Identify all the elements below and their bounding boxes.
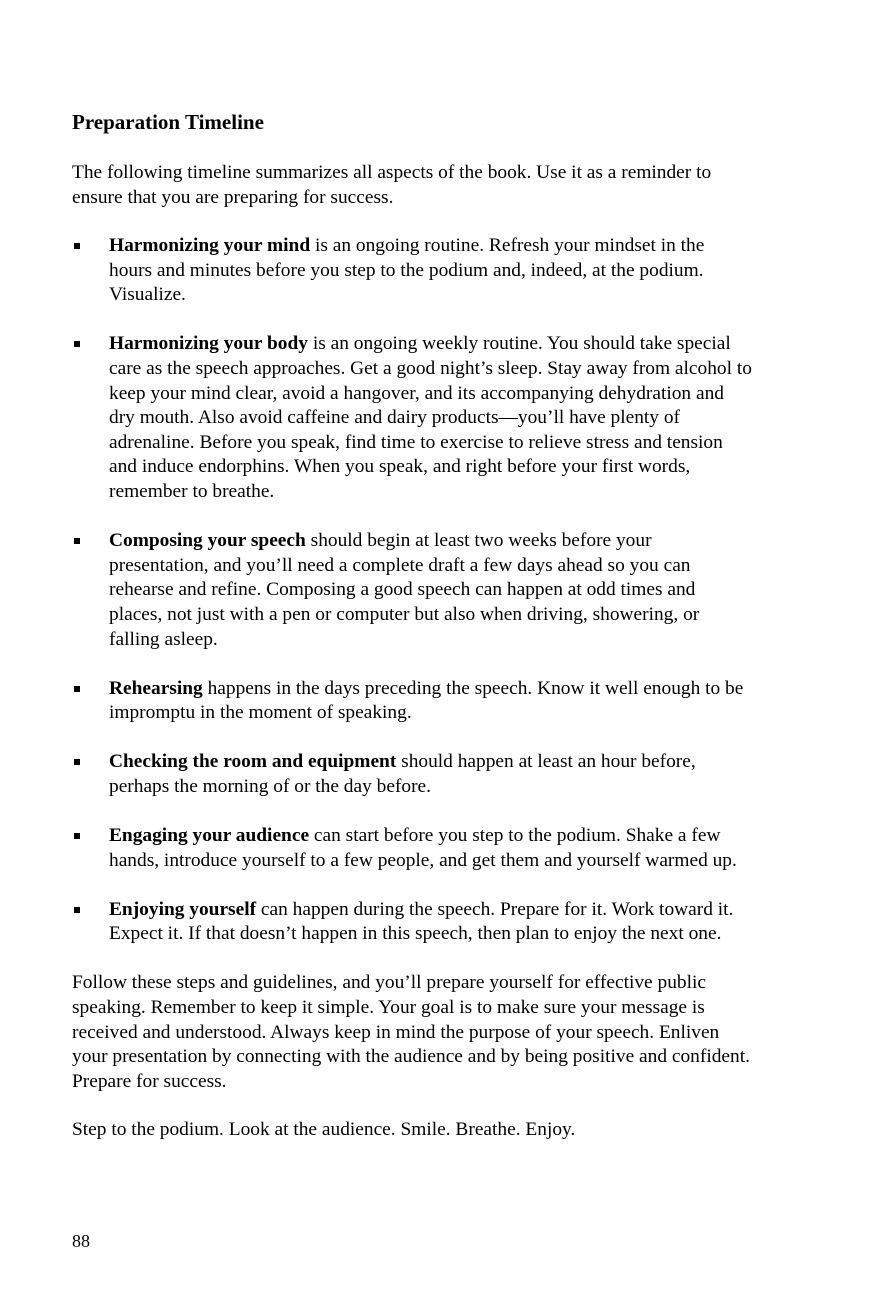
square-bullet-icon	[74, 243, 80, 249]
timeline-list	[72, 234, 752, 947]
list-item	[72, 529, 752, 652]
list-item	[72, 898, 752, 947]
square-bullet-icon	[74, 833, 80, 839]
list-item	[72, 332, 752, 504]
bullet-text: should begin at least two weeks before your presentation, and you’ll need a complete draft a few days ahead so you can rehearse and refine. Composing a good speech can happen at odd times and places, not just with a pen or computer but also when driving, showering, or falling asleep.	[109, 530, 700, 650]
bullet-term: Composing your speech	[109, 530, 306, 552]
page-body	[72, 108, 752, 1143]
square-bullet-icon	[74, 538, 80, 544]
list-item	[72, 234, 752, 308]
bullet-term: Harmonizing your mind	[109, 235, 311, 257]
bullet-text: is an ongoing routine. Refresh your mindset in the hours and minutes before you step to the podium and, indeed, at the podium. Visualize.	[109, 235, 705, 306]
square-bullet-icon	[74, 686, 80, 692]
square-bullet-icon	[74, 907, 80, 913]
bullet-text: is an ongoing weekly routine. You should take special care as the speech approaches. Get a good night’s sleep. Stay away from alcohol to keep your mind clear, avoid a hangover, and its accompanying dehydration and dry mouth. Also avoid caffeine and dairy products—you’ll have plenty of adrenaline. Before you speak, find time to exercise to relieve stress and tension and induce endorphins. When you speak, and right before your first words, remember to breathe.	[109, 333, 752, 503]
bullet-text: should happen at least an hour before, perhaps the morning of or the day before.	[109, 751, 696, 797]
list-item	[72, 750, 752, 799]
page-number: 88	[72, 1231, 90, 1251]
square-bullet-icon	[74, 759, 80, 765]
bullet-term: Harmonizing your body	[109, 333, 308, 355]
list-item	[72, 824, 752, 873]
bullet-term: Checking the room and equipment	[109, 751, 397, 773]
list-item	[72, 677, 752, 726]
final-line: Step to the podium. Look at the audience. Smile. Breathe. Enjoy.	[72, 1119, 576, 1141]
bullet-text: can happen during the speech. Prepare for it. Work toward it. Expect it. If that doesn’t happen in this speech, then plan to enjoy the next one.	[109, 898, 734, 945]
bullet-term: Enjoying yourself	[109, 898, 257, 920]
square-bullet-icon	[74, 341, 80, 347]
bullet-text: can start before you step to the podium. Shake a few hands, introduce yourself to a few people, and get them and yourself warmed up.	[109, 824, 737, 871]
bullet-text: happens in the days preceding the speech. Know it well enough to be impromptu in the moment of speaking.	[109, 677, 744, 724]
section-heading: Preparation Timeline	[72, 110, 264, 134]
bullet-term: Rehearsing	[109, 677, 203, 699]
intro-paragraph: The following timeline summarizes all aspects of the book. Use it as a reminder to ensure that you are preparing for success.	[72, 162, 712, 208]
bullet-term: Engaging your audience	[109, 824, 310, 846]
closing-paragraph: Follow these steps and guidelines, and you’ll prepare yourself for effective public speaking. Remember to keep it simple. Your goal is to make sure your message is received and understood. Always keep in mind the purpose of your speech. Enliven your presentation by connecting with the audience and by being positive and confident. Prepare for success.	[72, 972, 750, 1092]
